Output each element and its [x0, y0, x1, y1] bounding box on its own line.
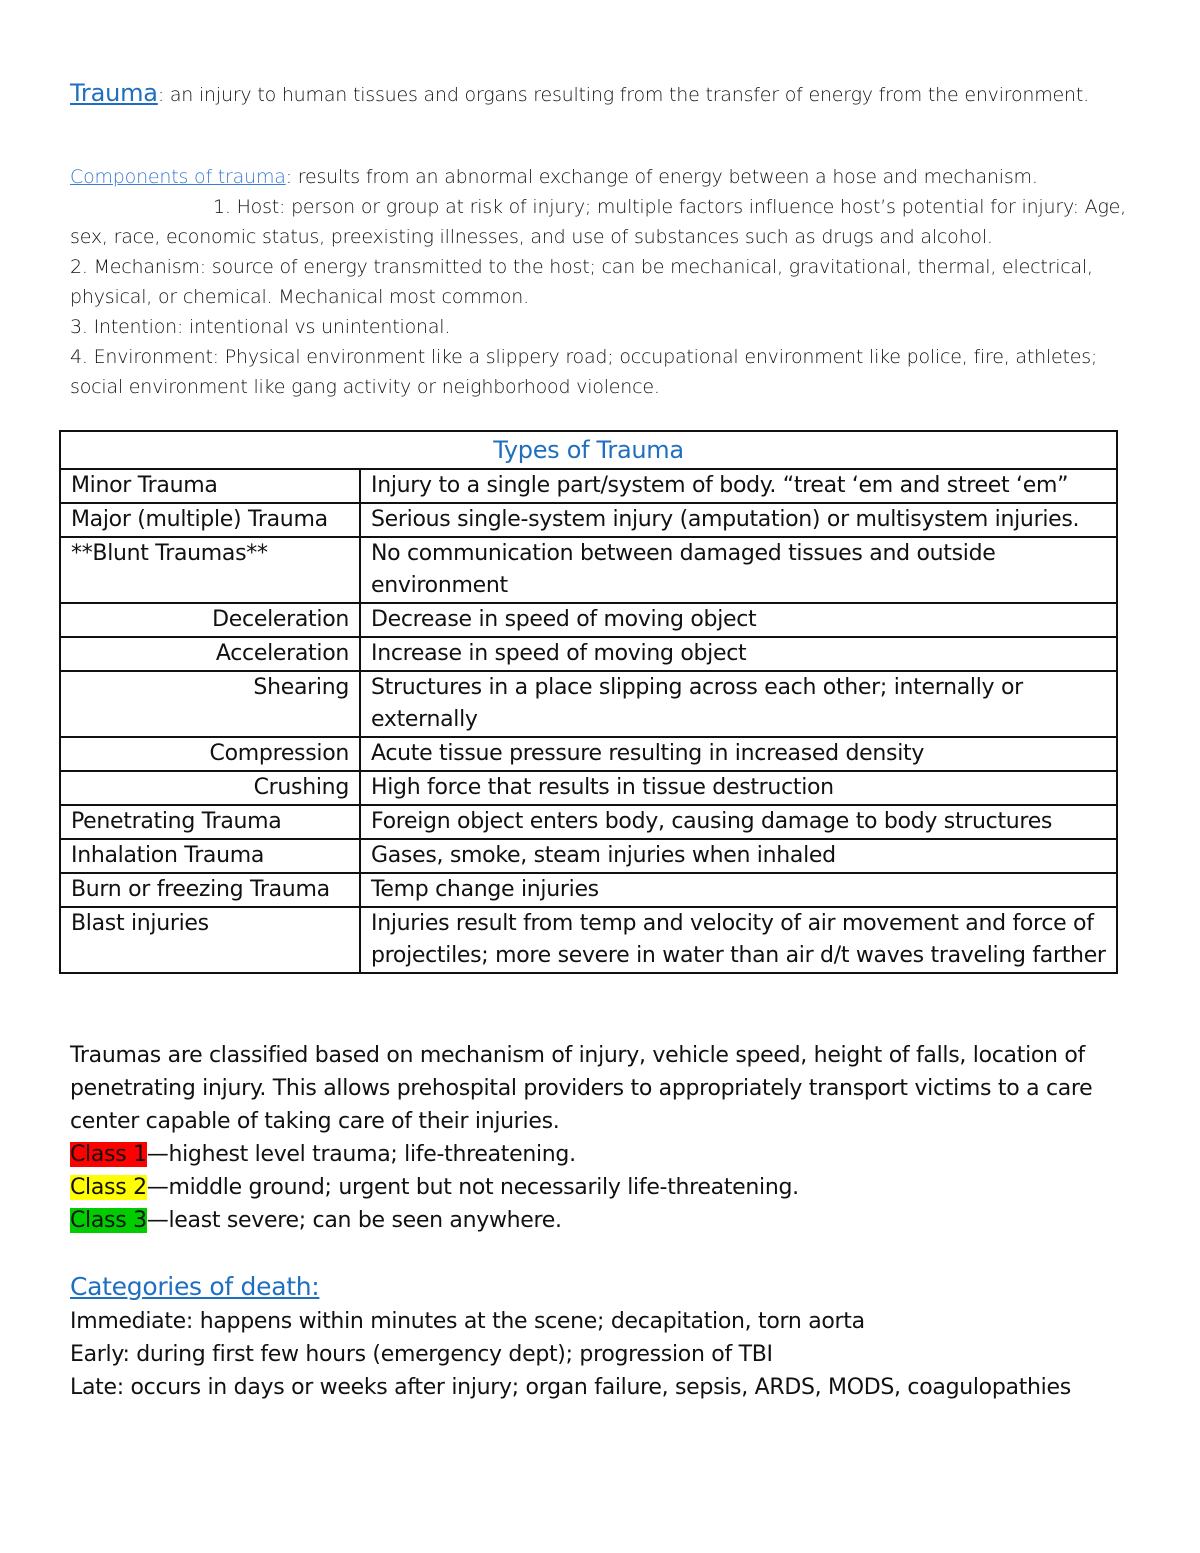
trauma-type: Penetrating Trauma [60, 805, 360, 839]
death-categories [70, 1270, 1140, 1404]
trauma-description: Foreign object enters body, causing damage to body structures [360, 805, 1117, 839]
trauma-description: Injuries result from temp and velocity of air movement and force of projectiles; more severe in water than air d/t waves traveling farther [360, 907, 1117, 973]
component-environment: 4. Environment: Physical environment like a slippery road; occupational environment like police, fire, athletes; social environment like gang activity or neighborhood violence. [70, 346, 1098, 398]
table-row [60, 537, 1117, 603]
table-row [60, 637, 1117, 671]
death-category-early: Early: during first few hours (emergency dept); progression of TBI [70, 1342, 773, 1367]
death-categories-heading: Categories of death: [70, 1272, 320, 1301]
trauma-type: Burn or freezing Trauma [60, 873, 360, 907]
components-paragraph [70, 162, 1130, 402]
table-row [60, 503, 1117, 537]
components-definition: : results from an abnormal exchange of energy between a hose and mechanism. [285, 166, 1038, 188]
trauma-description: High force that results in tissue destruction [360, 771, 1117, 805]
table-row [60, 469, 1117, 503]
table-row [60, 603, 1117, 637]
table-row [60, 737, 1117, 771]
component-host: 1. Host: person or group at risk of injury; multiple factors influence host’s potential for injury: Age, sex, race, economic status, preexisting illnesses, and use of substances such as drugs and alcohol. [70, 196, 1126, 248]
class-1-label: Class 1 [70, 1142, 147, 1167]
component-mechanism: 2. Mechanism: source of energy transmitted to the host; can be mechanical, gravitational, thermal, electrical, physical, or chemical. Mechanical most common. [70, 256, 1093, 308]
trauma-subtype: Compression [60, 737, 360, 771]
trauma-description: Structures in a place slipping across each other; internally or externally [360, 671, 1117, 737]
trauma-description: Decrease in speed of moving object [360, 603, 1117, 637]
table-row [60, 907, 1117, 973]
table-title: Types of Trauma [60, 431, 1117, 469]
trauma-description: Temp change injuries [360, 873, 1117, 907]
table-title-row [60, 431, 1117, 469]
trauma-type: Major (multiple) Trauma [60, 503, 360, 537]
trauma-description: Acute tissue pressure resulting in increased density [360, 737, 1117, 771]
trauma-term: Trauma [70, 79, 158, 107]
trauma-type: Minor Trauma [60, 469, 360, 503]
trauma-description: Injury to a single part/system of body. “treat ‘em and street ‘em” [360, 469, 1117, 503]
table-row [60, 839, 1117, 873]
death-category-late: Late: occurs in days or weeks after injury; organ failure, sepsis, ARDS, MODS, coagulopathies [70, 1375, 1071, 1400]
trauma-description: Gases, smoke, steam injuries when inhaled [360, 839, 1117, 873]
types-of-trauma-table [59, 430, 1118, 974]
death-category-immediate: Immediate: happens within minutes at the scene; decapitation, torn aorta [70, 1309, 865, 1334]
table-row [60, 873, 1117, 907]
classification-text: Traumas are classified based on mechanism of injury, vehicle speed, height of falls, location of penetrating injury. This allows prehospital providers to appropriately transport victims to a care center capable of taking care of their injuries. [70, 1043, 1093, 1134]
trauma-definition [70, 78, 1130, 110]
table-row [60, 671, 1117, 737]
class-3-description: —least severe; can be seen anywhere. [146, 1208, 562, 1233]
trauma-description: No communication between damaged tissues and outside environment [360, 537, 1117, 603]
trauma-subtype: Shearing [60, 671, 360, 737]
trauma-subtype: Acceleration [60, 637, 360, 671]
component-intention: 3. Intention: intentional vs unintentional. [70, 316, 451, 338]
trauma-subtype: Deceleration [60, 603, 360, 637]
trauma-description: Serious single-system injury (amputation) or multisystem injuries. [360, 503, 1117, 537]
trauma-type: Blast injuries [60, 907, 360, 973]
trauma-type: **Blunt Traumas** [60, 537, 360, 603]
table-row [60, 771, 1117, 805]
table-row [60, 805, 1117, 839]
classification-paragraph [70, 1039, 1140, 1237]
class-3-label: Class 3 [70, 1208, 147, 1233]
class-2-description: —middle ground; urgent but not necessarily life-threatening. [146, 1175, 799, 1200]
trauma-subtype: Crushing [60, 771, 360, 805]
trauma-type: Inhalation Trauma [60, 839, 360, 873]
trauma-description: Increase in speed of moving object [360, 637, 1117, 671]
class-1-description: —highest level trauma; life-threatening. [146, 1142, 576, 1167]
components-term: Components of trauma [70, 166, 286, 188]
class-2-label: Class 2 [70, 1175, 147, 1200]
trauma-definition-text: : an injury to human tissues and organs resulting from the transfer of energy from the environment. [157, 84, 1089, 106]
